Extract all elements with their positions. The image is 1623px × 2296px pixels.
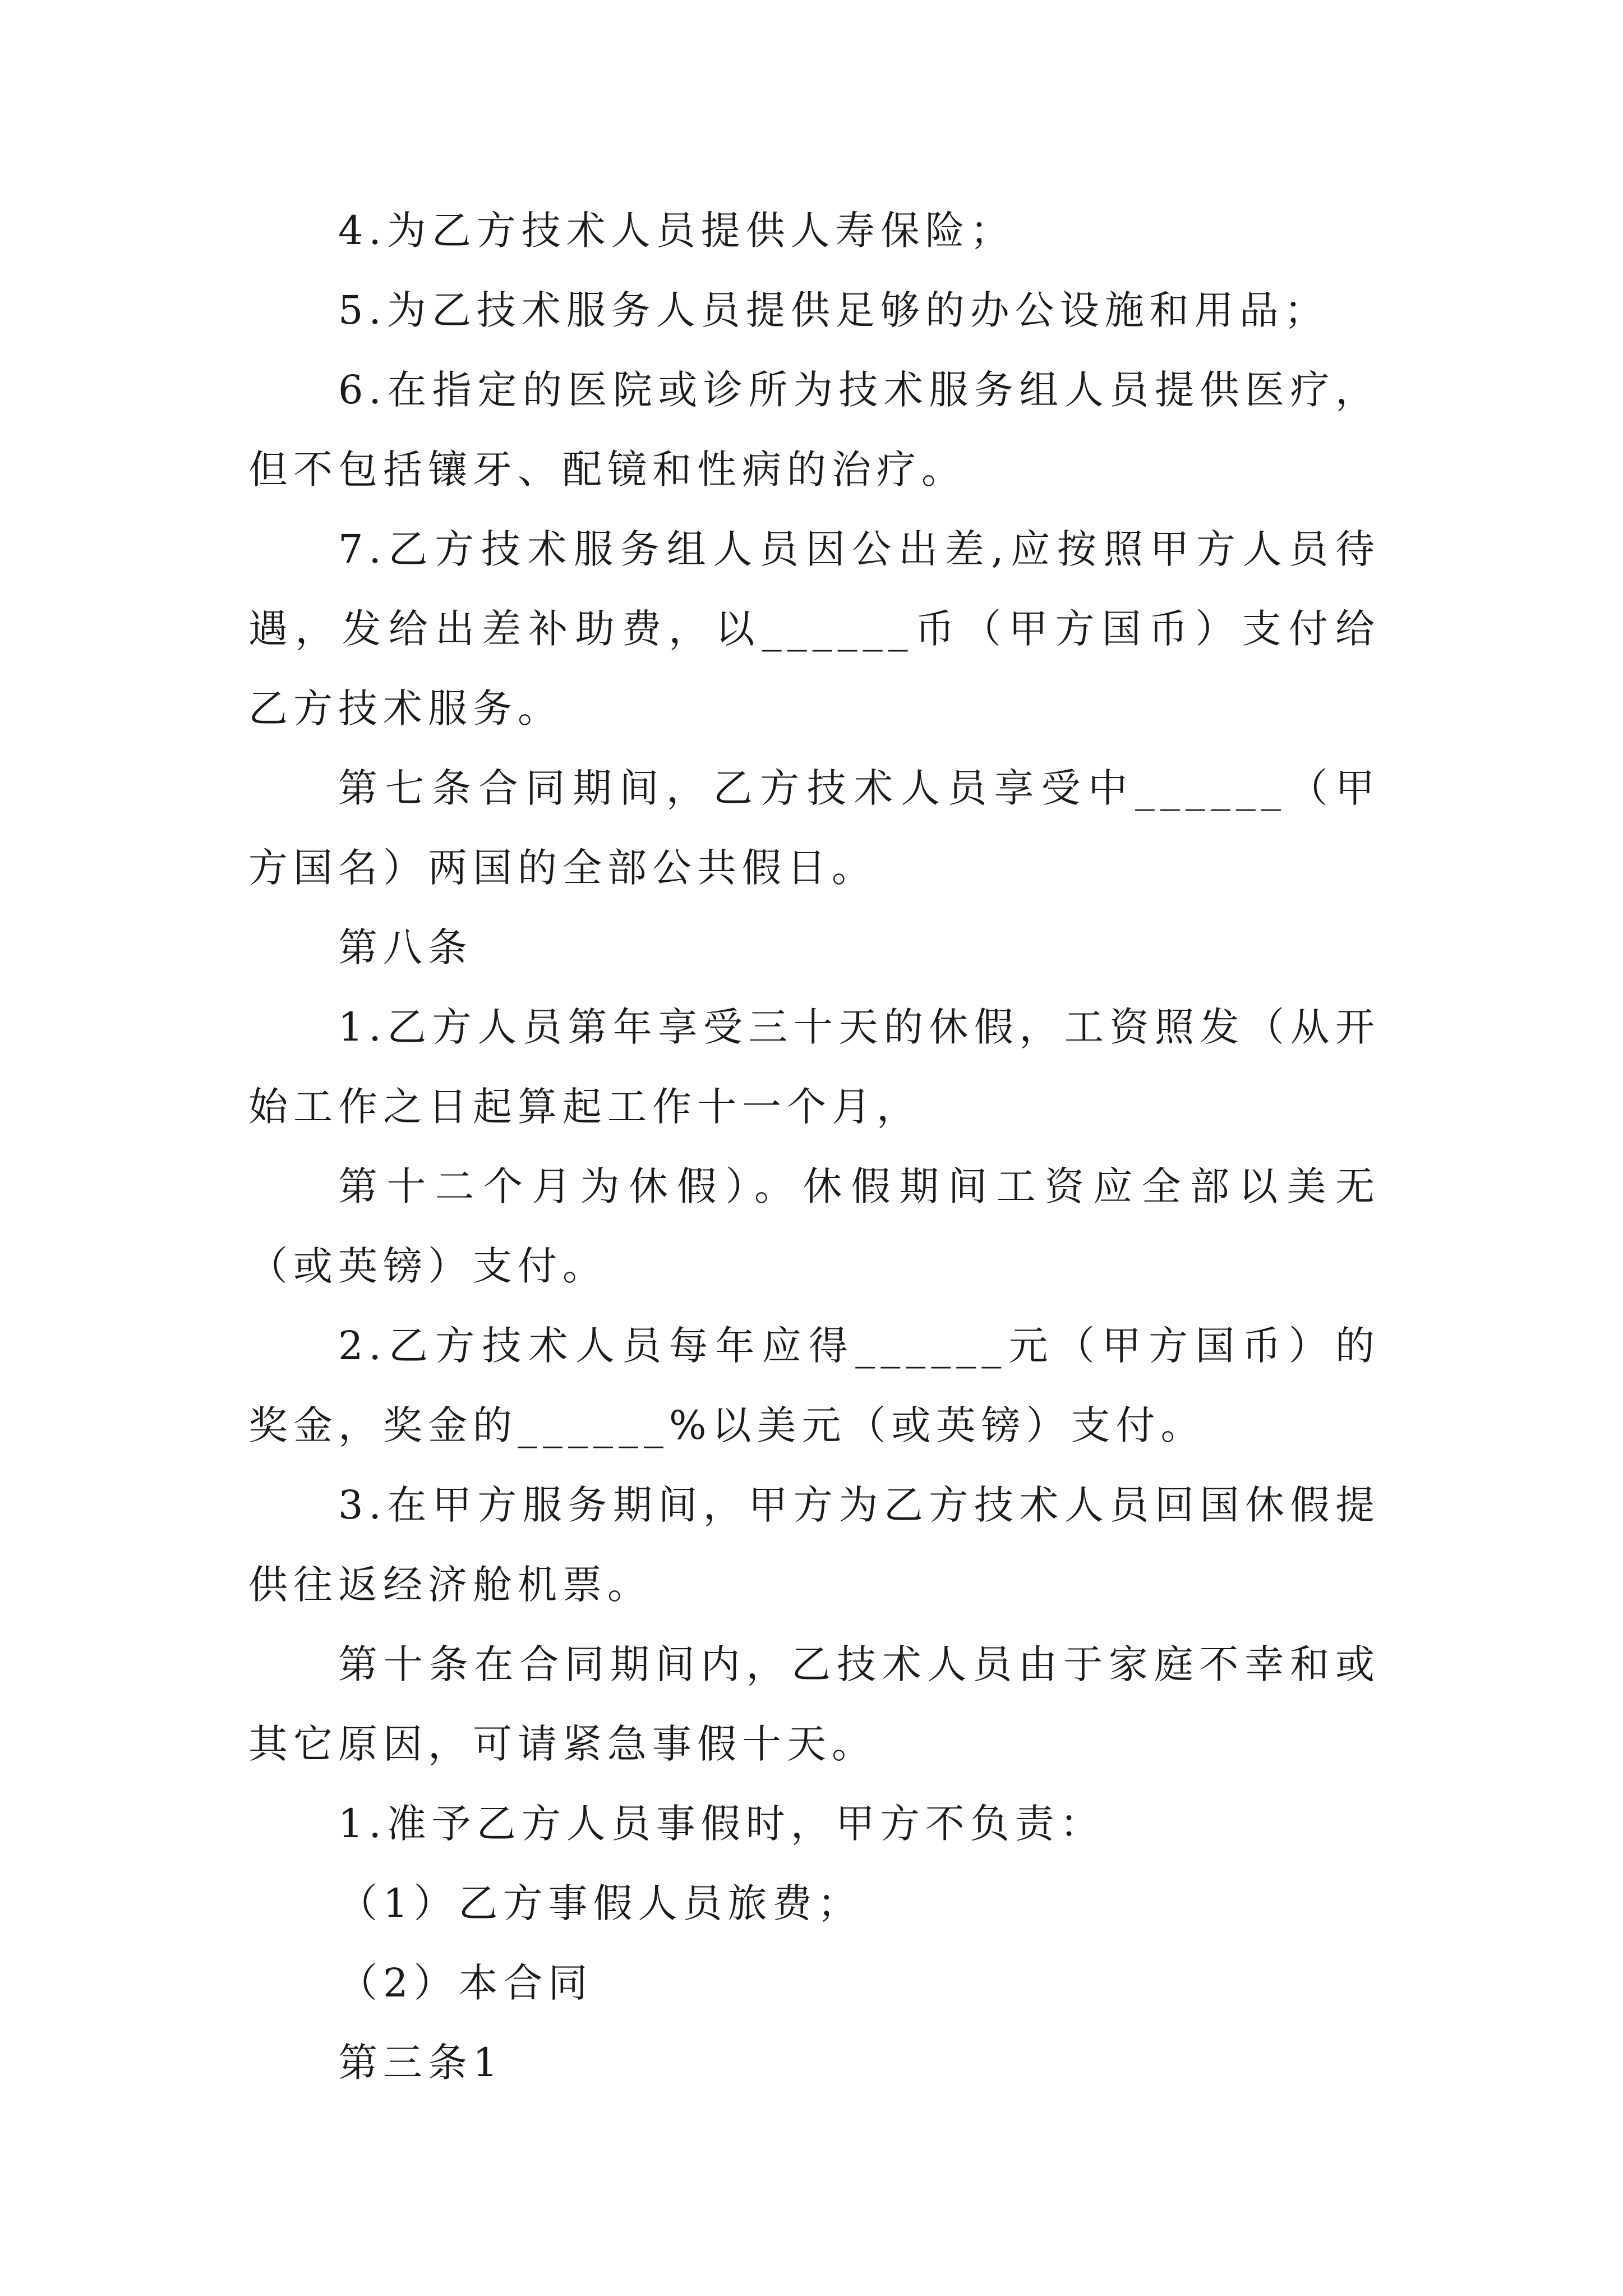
document-body <box>248 191 1380 2102</box>
paragraph-article-8-item-1: 1.乙方人员第年享受三十天的休假，工资照发（从开始工作之日起算起工作十一个月， <box>248 1004 1380 1130</box>
paragraph-item-6-medical-care: 6.在指定的医院或诊所为技术服务组人员提供医疗，但不包括镶牙、配镜和性病的治疗。 <box>248 367 1380 493</box>
paragraph-item-4-life-insurance: 4.为乙方技术人员提供人寿保险； <box>338 208 1015 254</box>
paragraph-item-5-office-facilities: 5.为乙技术服务人员提供足够的办公设施和用品； <box>338 287 1329 333</box>
paragraph-article-10-subitem-1: （1）乙方事假人员旅费； <box>338 1880 863 1926</box>
paragraph-article-8-heading: 第八条 <box>338 924 473 970</box>
paragraph-article-8-item-3-airfare: 3.在甲方服务期间，甲方为乙方技术人员回国休假提供往返经济舱机票。 <box>248 1482 1380 1608</box>
paragraph-article-10-emergency-leave: 第十条在合同期间内，乙技术人员由于家庭不幸和或其它原因，可请紧急事假十天。 <box>248 1641 1380 1767</box>
paragraph-item-7-business-travel: 7.乙方技术服务组人员因公出差,应按照甲方人员待遇，发给出差补助费，以______币（甲方国币）支付给乙方技术服务。 <box>248 526 1380 731</box>
paragraph-article-8-item-2-bonus: 2.乙方技术人员每年应得______元（甲方国币）的奖金，奖金的______%以美元（或英镑）支付。 <box>248 1323 1380 1448</box>
paragraph-article-3-item-1: 第三条1 <box>338 2040 504 2086</box>
paragraph-article-10-item-1: 1.准予乙方人员事假时，甲方不负责： <box>338 1801 1105 1847</box>
paragraph-article-7-public-holidays: 第七条合同期间，乙方技术人员享受中______（甲方国名）两国的全部公共假日。 <box>248 765 1380 891</box>
paragraph-article-8-item-1-continued: 第十二个月为休假）。休假期间工资应全部以美无（或英镑）支付。 <box>248 1163 1380 1289</box>
paragraph-article-10-subitem-2: （2）本合同 <box>338 1960 593 2006</box>
